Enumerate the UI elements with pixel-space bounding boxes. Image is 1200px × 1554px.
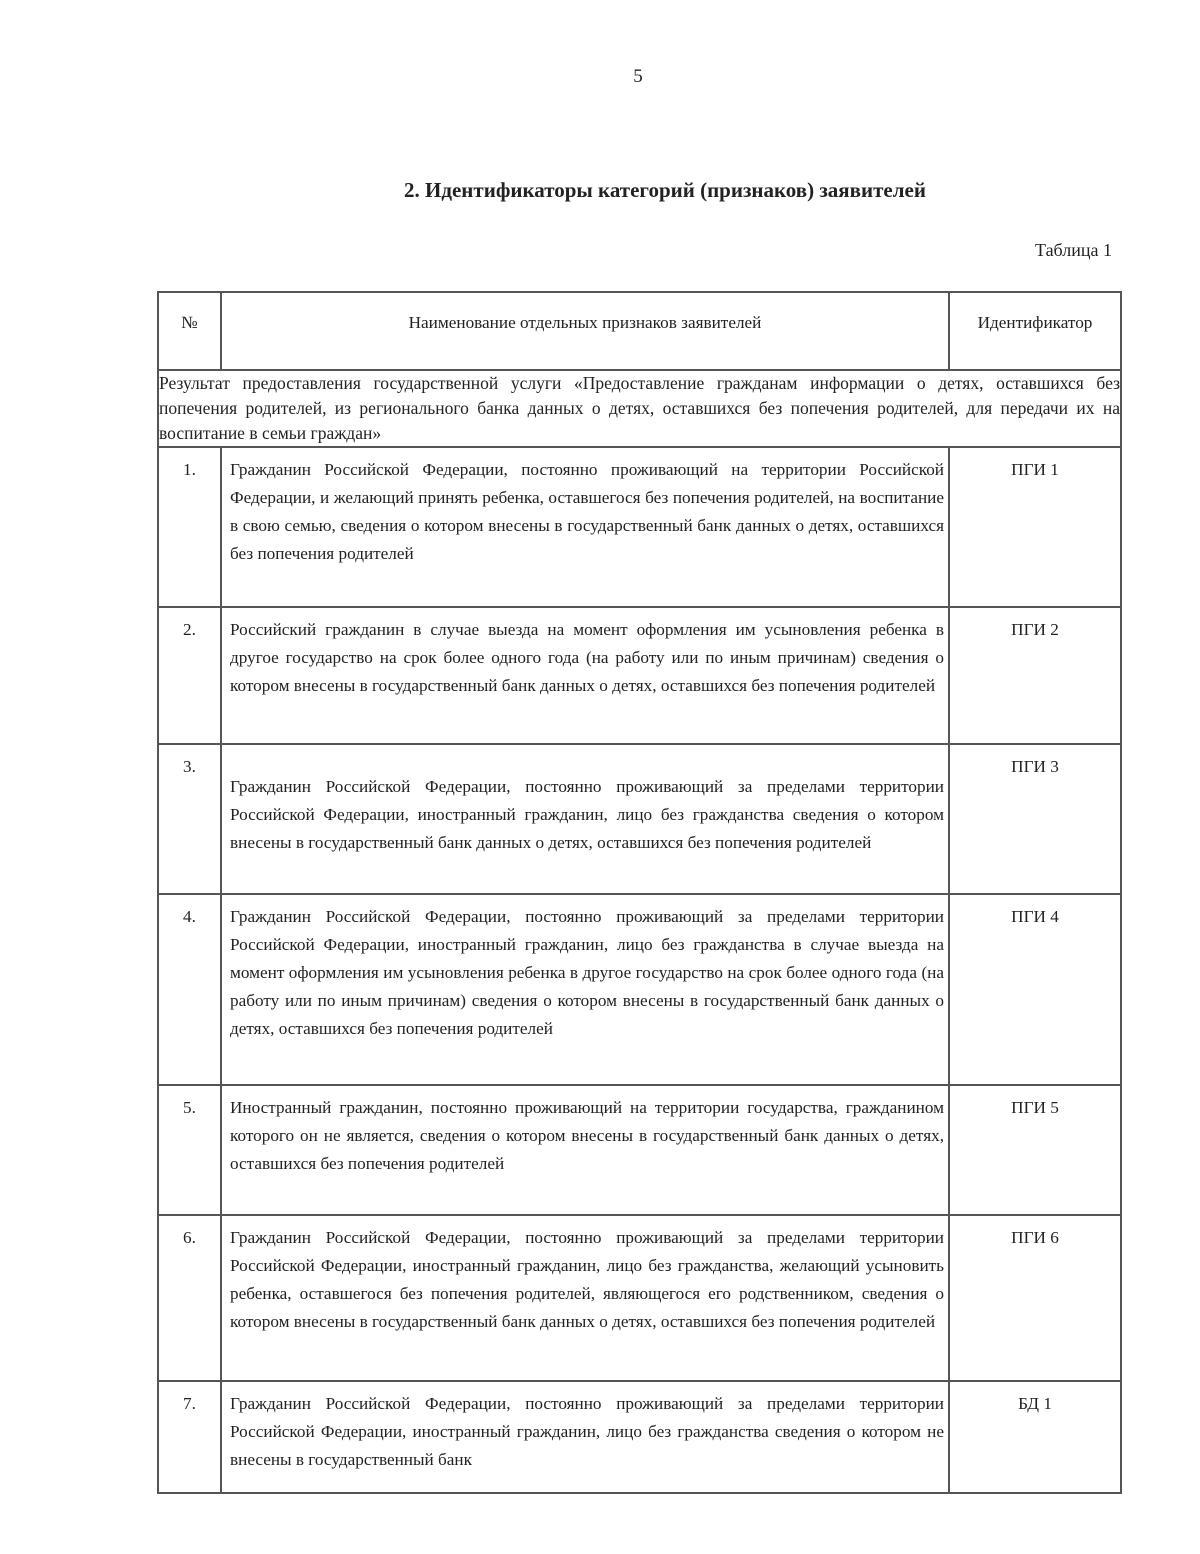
row-description: Гражданин Российской Федерации, постоянно проживающий за пределами территории Российской Федерации, иностранный гражданин, лицо без гражданства, желающий усыновить ребенка, оставшегося без попечения родителей, являющегося его родственником, сведения о котором внесены в государственный банк данных о детях, оставшихся без попечения родителей xyxy=(221,1215,949,1381)
row-identifier: ПГИ 4 xyxy=(949,894,1121,1085)
table-caption: Таблица 1 xyxy=(1035,240,1112,260)
row-description: Иностранный гражданин, постоянно проживающий на территории государства, гражданином которого он не является, сведения о котором внесены в государственный банк данных о детях, оставшихся без попечения родителей xyxy=(221,1085,949,1215)
header-number: № xyxy=(158,292,221,370)
header-identifier: Идентификатор xyxy=(949,292,1121,370)
row-description: Гражданин Российской Федерации, постоянно проживающий за пределами территории Российской Федерации, иностранный гражданин, лицо без гражданства сведения о котором не внесены в государственный банк xyxy=(221,1381,949,1493)
table-header-row xyxy=(158,292,1121,370)
row-number: 7. xyxy=(158,1381,221,1493)
table-row xyxy=(158,744,1121,894)
row-number: 3. xyxy=(158,744,221,894)
group-title-row xyxy=(158,370,1121,447)
row-number: 6. xyxy=(158,1215,221,1381)
row-number: 2. xyxy=(158,607,221,744)
section-title: 2. Идентификаторы категорий (признаков) заявителей xyxy=(404,178,926,202)
row-identifier: ПГИ 5 xyxy=(949,1085,1121,1215)
header-name: Наименование отдельных признаков заявителей xyxy=(221,292,949,370)
row-number: 4. xyxy=(158,894,221,1085)
page-number: 5 xyxy=(633,66,643,87)
table-row xyxy=(158,447,1121,607)
row-description: Гражданин Российской Федерации, постоянно проживающий за пределами территории Российской Федерации, иностранный гражданин, лицо без гражданства сведения о котором внесены в государственный банк данных о детях, оставшихся без попечения родителей xyxy=(221,744,949,894)
row-number: 5. xyxy=(158,1085,221,1215)
row-identifier: ПГИ 2 xyxy=(949,607,1121,744)
row-description: Гражданин Российской Федерации, постоянно проживающий за пределами территории Российской Федерации, иностранный гражданин, лицо без гражданства в случае выезда на момент оформления им усыновления ребенка в другое государство на срок более одного года (на работу или по иным причинам) сведения о котором внесены в государственный банк данных о детях, оставшихся без попечения родителей xyxy=(221,894,949,1085)
table-row xyxy=(158,1085,1121,1215)
table-row xyxy=(158,894,1121,1085)
row-identifier: ПГИ 3 xyxy=(949,744,1121,894)
table-row xyxy=(158,607,1121,744)
row-identifier: ПГИ 6 xyxy=(949,1215,1121,1381)
table-row xyxy=(158,1215,1121,1381)
row-number: 1. xyxy=(158,447,221,607)
table-row xyxy=(158,1381,1121,1493)
applicant-categories-table xyxy=(157,291,1122,1494)
row-identifier: ПГИ 1 xyxy=(949,447,1121,607)
group-title: Результат предоставления государственной услуги «Предоставление гражданам информации о детях, оставшихся без попечения родителей, из регионального банка данных о детях, оставшихся без попечения родителей, для передачи их на воспитание в семьи граждан» xyxy=(158,370,1121,447)
row-identifier: БД 1 xyxy=(949,1381,1121,1493)
row-description: Гражданин Российской Федерации, постоянно проживающий на территории Российской Федерации, и желающий принять ребенка, оставшегося без попечения родителей, на воспитание в свою семью, сведения о котором внесены в государственный банк данных о детях, оставшихся без попечения родителей xyxy=(221,447,949,607)
row-description: Российский гражданин в случае выезда на момент оформления им усыновления ребенка в другое государство на срок более одного года (на работу или по иным причинам) сведения о котором внесены в государственный банк данных о детях, оставшихся без попечения родителей xyxy=(221,607,949,744)
